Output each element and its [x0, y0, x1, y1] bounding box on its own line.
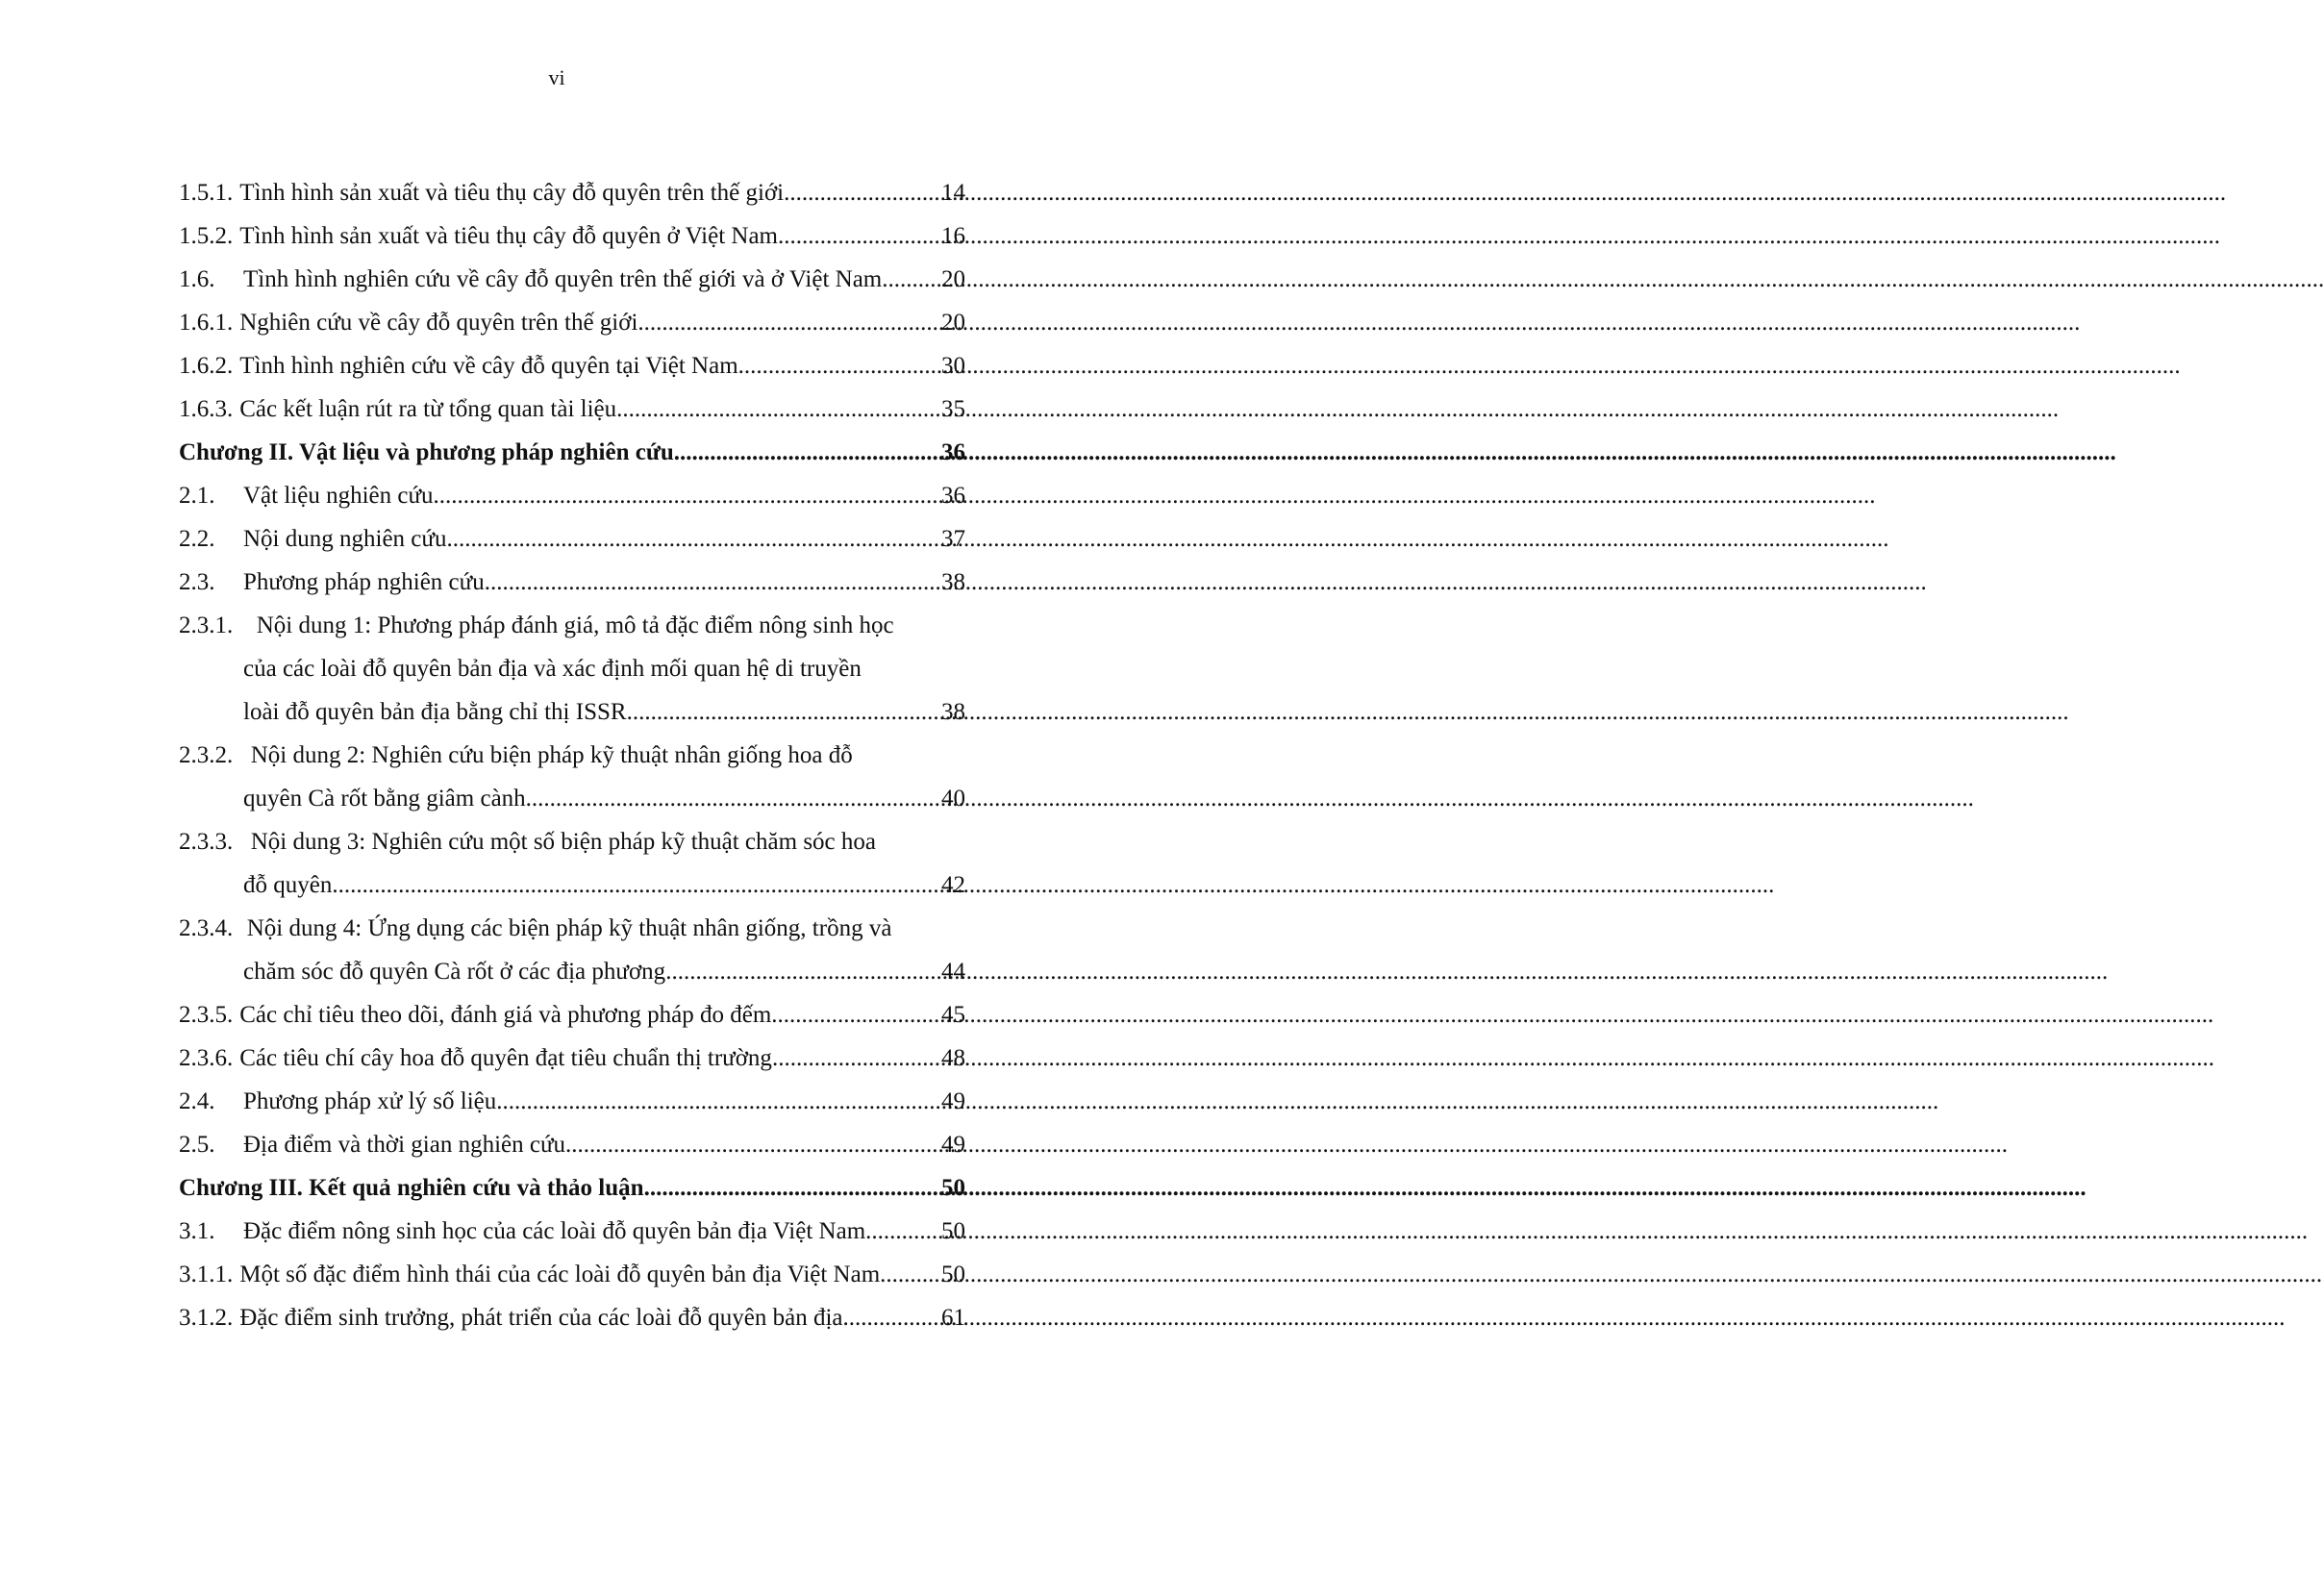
toc-entry-number: 2.3.4.	[179, 915, 234, 941]
toc-entry-title: Địa điểm và thời gian nghiên cứu	[243, 1132, 566, 1158]
toc-entry-page: 40	[941, 786, 965, 812]
toc-entry-number: 2.5.	[179, 1132, 215, 1158]
toc-entry[interactable]	[179, 214, 965, 258]
toc-leader-dots	[644, 1166, 939, 1210]
toc-entry[interactable]	[179, 604, 965, 734]
toc-entry-page: 42	[941, 872, 965, 898]
toc-entry-number: 1.5.1.	[179, 180, 234, 206]
toc-entry-title-line: Nội dung 4: Ứng dụng các biện pháp kỹ thuật nhân giống, trồng và	[246, 915, 892, 941]
toc-entry[interactable]	[179, 1253, 965, 1296]
toc-entry-title-line: đỗ quyên	[243, 872, 333, 898]
toc-chapter-entry[interactable]	[179, 431, 965, 474]
toc-entry-title: Các chỉ tiêu theo dõi, đánh giá và phương pháp đo đếm	[239, 1002, 772, 1028]
toc-entry-page: 20	[941, 266, 965, 292]
toc-leader-dots	[496, 1080, 939, 1123]
toc-entry-number: 2.3.1.	[179, 612, 234, 638]
toc-leader-dots	[843, 1296, 939, 1339]
toc-entry[interactable]	[179, 1296, 965, 1339]
toc-entry-title-line: loài đỗ quyên bản địa bằng chỉ thị ISSR	[243, 699, 627, 725]
toc-entry-title: Đặc điểm nông sinh học của các loài đỗ quyên bản địa Việt Nam	[243, 1218, 866, 1244]
toc-entry[interactable]	[179, 301, 965, 344]
toc-entry-page: 48	[941, 1045, 965, 1071]
toc-entry-title: Các tiêu chí cây hoa đỗ quyên đạt tiêu chuẩn thị trường	[239, 1045, 772, 1071]
toc-leader-dots	[434, 474, 939, 517]
toc-leader-dots	[865, 1210, 939, 1253]
toc-entry-number: 2.3.2.	[179, 742, 234, 768]
toc-entry[interactable]	[179, 1123, 965, 1166]
toc-entry[interactable]	[179, 907, 965, 993]
toc-entry-title: Tình hình sản xuất và tiêu thụ cây đỗ quyên ở Việt Nam	[239, 223, 779, 249]
toc-entry-number: 1.6.2.	[179, 353, 234, 379]
toc-entry[interactable]	[179, 993, 965, 1037]
toc-entry-page: 44	[941, 959, 965, 985]
toc-entry[interactable]	[179, 387, 965, 431]
toc-entry-title: Nghiên cứu về cây đỗ quyên trên thế giới	[239, 310, 638, 336]
toc-entry-number: 2.3.	[179, 569, 215, 595]
toc-entry[interactable]	[179, 258, 965, 301]
toc-leader-dots	[532, 777, 939, 820]
toc-chapter-title: Chương II. Vật liệu và phương pháp nghiên cứu	[179, 439, 674, 465]
toc-entry-number: 2.3.5.	[179, 1002, 234, 1028]
toc-leader-dots	[446, 517, 939, 561]
toc-leader-dots	[665, 950, 939, 993]
toc-leader-dots	[485, 561, 939, 604]
toc-entry[interactable]	[179, 517, 965, 561]
toc-leader-dots	[778, 214, 939, 258]
toc-entry-page: 37	[941, 526, 965, 552]
toc-entry-number: 3.1.	[179, 1218, 215, 1244]
toc-leader-dots	[784, 171, 939, 214]
toc-entry-page: 38	[941, 699, 965, 725]
toc-entry-number: 3.1.2.	[179, 1305, 234, 1331]
toc-entry[interactable]	[179, 820, 965, 907]
toc-leader-dots	[738, 344, 939, 387]
toc-entry-title-line: Nội dung 2: Nghiên cứu biện pháp kỹ thuật nhân giống hoa đỗ	[250, 742, 853, 768]
toc-entry-number: 1.6.	[179, 266, 215, 292]
page-number: vi	[548, 65, 565, 89]
toc-entry-title: Tình hình sản xuất và tiêu thụ cây đỗ quyên trên thế giới	[239, 180, 785, 206]
toc-entry-page: 50	[941, 1175, 965, 1201]
toc-entry-page: 20	[941, 310, 965, 336]
toc-leader-dots	[674, 431, 939, 474]
toc-entry-page: 38	[941, 569, 965, 595]
toc-entry-number: 2.2.	[179, 526, 215, 552]
toc-entry-page: 35	[941, 396, 965, 422]
toc-entry-title-line: Nội dung 3: Nghiên cứu một số biện pháp kỹ thuật chăm sóc hoa	[250, 829, 876, 855]
toc-entry-page: 36	[941, 483, 965, 509]
toc-entry-title: Tình hình nghiên cứu về cây đỗ quyên trên thế giới và ở Việt Nam	[243, 266, 883, 292]
toc-entry[interactable]	[179, 344, 965, 387]
toc-chapter-entry[interactable]	[179, 1166, 965, 1210]
toc-leader-dots	[771, 993, 939, 1037]
toc-entry-number: 1.6.1.	[179, 310, 234, 336]
toc-entry-title: Tình hình nghiên cứu về cây đỗ quyên tại Việt Nam	[239, 353, 738, 379]
toc-leader-dots	[637, 301, 939, 344]
toc-entry-page: 14	[941, 180, 965, 206]
toc-entry-number: 3.1.1.	[179, 1262, 234, 1287]
toc-entry-number: 2.3.6.	[179, 1045, 234, 1071]
toc-entry[interactable]	[179, 474, 965, 517]
toc-entry-page: 30	[941, 353, 965, 379]
toc-entry-number: 1.6.3.	[179, 396, 234, 422]
toc-leader-dots	[627, 690, 939, 734]
toc-entry-number: 1.5.2.	[179, 223, 234, 249]
toc-entry-page: 50	[941, 1218, 965, 1244]
toc-entry-page: 45	[941, 1002, 965, 1028]
toc-entry-number: 2.3.3.	[179, 829, 234, 855]
toc-leader-dots	[332, 863, 939, 907]
toc-entry[interactable]	[179, 1037, 965, 1080]
toc-entry-title: Phương pháp xử lý số liệu	[243, 1088, 497, 1114]
toc-entry[interactable]	[179, 734, 965, 820]
toc-entry[interactable]	[179, 171, 965, 214]
toc-entry-title: Vật liệu nghiên cứu	[243, 483, 434, 509]
toc-entry-page: 49	[941, 1088, 965, 1114]
toc-leader-dots	[882, 258, 939, 301]
toc-entry-title: Nội dung nghiên cứu	[243, 526, 447, 552]
toc-entry-title-line: của các loài đỗ quyên bản địa và xác định mối quan hệ di truyền	[243, 656, 862, 682]
toc-entry[interactable]	[179, 1210, 965, 1253]
toc-entry-title: Các kết luận rút ra từ tổng quan tài liệu	[239, 396, 617, 422]
toc-entry-title-line: Nội dung 1: Phương pháp đánh giá, mô tả đặc điểm nông sinh học	[256, 612, 894, 638]
toc-leader-dots	[880, 1253, 939, 1296]
toc-entry-page: 49	[941, 1132, 965, 1158]
toc-entry-page: 50	[941, 1262, 965, 1287]
toc-entry-title: Đặc điểm sinh trưởng, phát triển của các loài đỗ quyên bản địa	[239, 1305, 843, 1331]
toc-entry-title-line: quyên Cà rốt bằng giâm cành.	[243, 786, 532, 812]
toc-leader-dots	[565, 1123, 939, 1166]
toc-entry-title-line: chăm sóc đỗ quyên Cà rốt ở các địa phương	[243, 959, 666, 985]
toc-entry-page: 36	[941, 439, 965, 465]
table-of-contents	[179, 171, 965, 1339]
toc-entry[interactable]	[179, 561, 965, 604]
toc-entry-number: 2.4.	[179, 1088, 215, 1114]
toc-entry-page: 16	[941, 223, 965, 249]
toc-leader-dots	[772, 1037, 939, 1080]
toc-leader-dots	[616, 387, 939, 431]
toc-entry[interactable]	[179, 1080, 965, 1123]
toc-entry-title: Một số đặc điểm hình thái của các loài đỗ quyên bản địa Việt Nam	[239, 1262, 881, 1287]
toc-chapter-title: Chương III. Kết quả nghiên cứu và thảo luận	[179, 1175, 644, 1201]
toc-entry-title: Phương pháp nghiên cứu	[243, 569, 485, 595]
toc-entry-number: 2.1.	[179, 483, 215, 509]
toc-entry-page: 61	[941, 1305, 965, 1331]
